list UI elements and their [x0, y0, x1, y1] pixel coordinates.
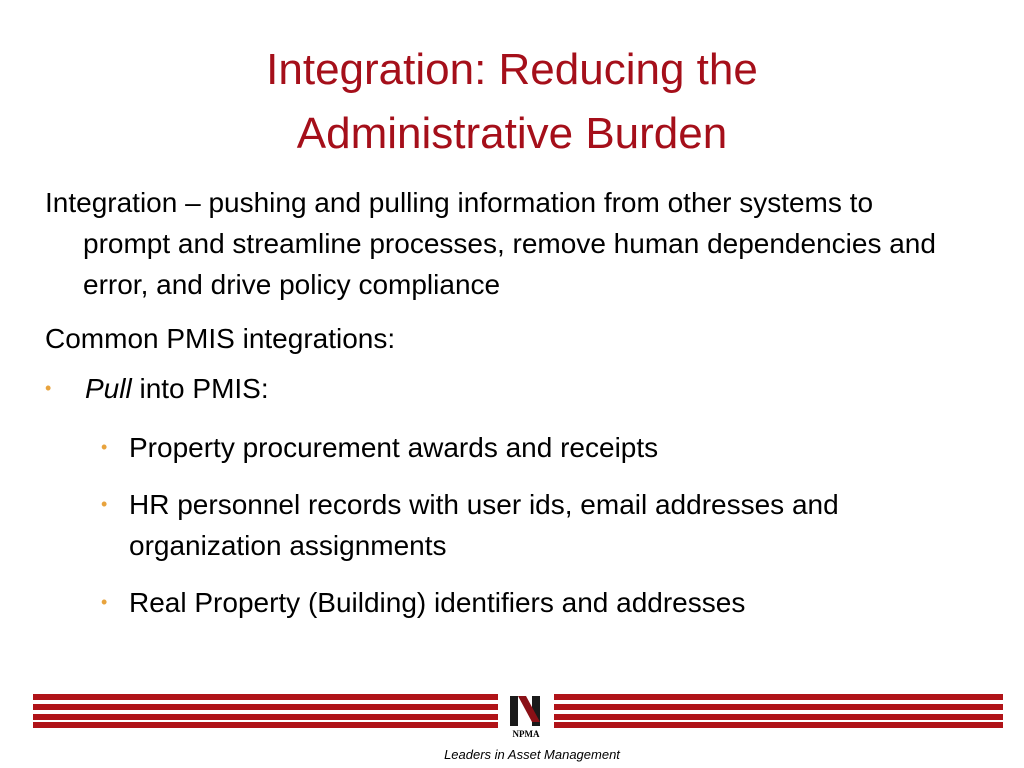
pull-rest-text: into PMIS:	[131, 373, 269, 404]
sub-bullet-item	[45, 582, 945, 623]
npma-logo-icon	[498, 688, 554, 742]
bullet-dot-icon: •	[45, 378, 52, 398]
bullet-dot-icon: •	[101, 437, 108, 457]
sub-bullet-text: Property procurement awards and receipts	[129, 432, 659, 463]
pull-bullet-item	[45, 368, 945, 409]
slide-body	[45, 182, 945, 639]
slide-title	[0, 38, 1024, 166]
intro-paragraph: Integration – pushing and pulling information from other systems to prompt and streamline processes, remove human dependencies and error, and drive policy compliance	[45, 187, 936, 300]
footer-tagline: Leaders in Asset Management	[444, 747, 620, 762]
bullet-dot-icon: •	[101, 592, 108, 612]
npma-logo	[498, 688, 554, 742]
slide-title-line-1: Integration: Reducing the	[266, 45, 758, 94]
common-integrations-heading: Common PMIS integrations:	[45, 323, 396, 354]
sub-bullet-item	[45, 427, 945, 468]
slide-title-line-2: Administrative Burden	[296, 109, 728, 158]
sub-bullet-text: HR personnel records with user ids, email addresses and organization assignments	[129, 489, 839, 561]
sub-bullet-text: Real Property (Building) identifiers and addresses	[129, 587, 746, 618]
svg-text:NPMA: NPMA	[512, 729, 540, 739]
pull-word: Pull	[85, 373, 132, 404]
sub-bullet-item	[45, 484, 945, 566]
bullet-dot-icon: •	[101, 494, 108, 514]
